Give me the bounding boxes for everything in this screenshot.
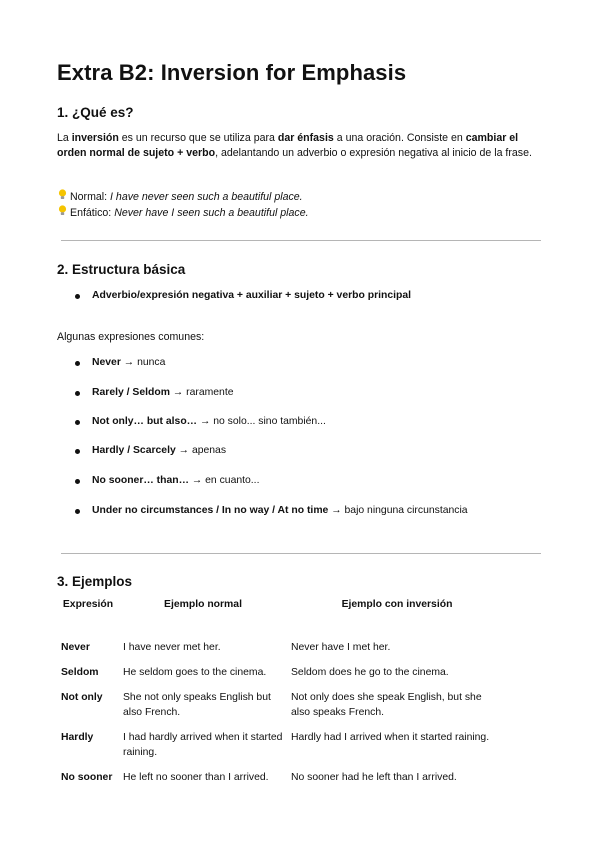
expression-term: Hardly / Scarcely bbox=[92, 445, 176, 456]
table-row bbox=[57, 630, 507, 655]
expression-term: Rarely / Seldom bbox=[92, 387, 170, 398]
expression-cell: Hardly bbox=[61, 732, 94, 743]
arrow-icon: → bbox=[331, 505, 342, 516]
bullet-dot bbox=[75, 509, 80, 514]
bullet-dot bbox=[75, 294, 80, 299]
section-heading-que-es: 1. ¿Qué es? bbox=[57, 105, 134, 120]
normal-cell: I have never met her. bbox=[123, 642, 221, 653]
structure-formula: Adverbio/expresión negativa + auxiliar + sujeto + verbo principal bbox=[92, 290, 412, 301]
table-row bbox=[57, 720, 507, 760]
normal-cell: He left no sooner than I arrived. bbox=[123, 772, 269, 783]
bullet-dot bbox=[75, 479, 80, 484]
bold-run: dar énfasis bbox=[277, 132, 334, 144]
expression-cell: Never bbox=[61, 642, 90, 653]
definition-paragraph bbox=[57, 131, 541, 161]
table-row bbox=[57, 655, 507, 680]
expression-meaning: nunca bbox=[137, 357, 166, 368]
table-row bbox=[57, 760, 507, 785]
arrow-icon: → bbox=[178, 445, 190, 456]
inverted-cell: No sooner had he left than I arrived. bbox=[291, 772, 457, 783]
emphatic-example-line bbox=[57, 205, 309, 219]
expression-meaning: no solo... sino también... bbox=[213, 416, 326, 427]
column-header: Expresión bbox=[62, 599, 114, 610]
expression-term: No sooner… than… bbox=[92, 475, 189, 486]
bullet-dot bbox=[75, 361, 80, 366]
normal-example-line bbox=[57, 189, 303, 203]
normal-example: I have never seen such a beautiful place. bbox=[110, 191, 303, 203]
expression-meaning: bajo ninguna circunstancia bbox=[344, 505, 468, 516]
expression-cell: Not only bbox=[61, 692, 103, 703]
text-run: , adelantando un adverbio o expresión negativa al inicio de la frase. bbox=[215, 147, 532, 159]
inverted-cell: Seldom does he go to the cinema. bbox=[291, 667, 449, 678]
table-row bbox=[57, 680, 507, 720]
arrow-icon: → bbox=[199, 416, 211, 427]
normal-cell: She not only speaks English but also French. bbox=[123, 692, 271, 718]
bullet-dot bbox=[75, 420, 80, 425]
inverted-cell: Hardly had I arrived when it started raining. bbox=[291, 732, 490, 743]
section-heading-estructura: 2. Estructura básica bbox=[57, 262, 186, 277]
normal-cell: I had hardly arrived when it started raining. bbox=[123, 732, 283, 758]
expression-cell: Seldom bbox=[61, 667, 99, 678]
lightbulb-icon bbox=[57, 189, 67, 203]
table-header-row bbox=[57, 597, 507, 630]
expression-cell: No sooner bbox=[61, 772, 113, 783]
divider bbox=[61, 240, 541, 241]
text-run: a una oración. Consiste en bbox=[333, 132, 466, 144]
expression-meaning: apenas bbox=[191, 445, 227, 456]
expression-term: Under no circumstances / In no way / At no time bbox=[92, 505, 329, 516]
page-title: Extra B2: Inversion for Emphasis bbox=[57, 60, 407, 85]
divider bbox=[61, 553, 541, 554]
section-heading-ejemplos: 3. Ejemplos bbox=[57, 574, 133, 589]
bullet-dot bbox=[75, 391, 80, 396]
expression-meaning: raramente bbox=[186, 387, 234, 398]
bold-run: cambiar el orden normal de sujeto + verbo bbox=[57, 132, 519, 159]
emphatic-label: Enfático: bbox=[70, 207, 112, 219]
expressions-intro: Algunas expresiones comunes: bbox=[57, 331, 205, 343]
arrow-icon: → bbox=[191, 475, 203, 486]
inverted-cell: Not only does she speak English, but she also speaks French. bbox=[291, 692, 482, 718]
arrow-icon: → bbox=[123, 357, 135, 368]
expression-term: Never bbox=[92, 357, 121, 368]
normal-label: Normal: bbox=[70, 191, 108, 203]
normal-cell: He seldom goes to the cinema. bbox=[123, 667, 267, 678]
inverted-cell: Never have I met her. bbox=[291, 642, 391, 653]
arrow-icon: → bbox=[172, 387, 184, 398]
column-header: Ejemplo normal bbox=[164, 599, 242, 610]
emphatic-example: Never have I seen such a beautiful place. bbox=[114, 207, 309, 219]
text-run: La bbox=[57, 132, 72, 144]
expression-meaning: en cuanto... bbox=[205, 475, 260, 486]
lightbulb-icon bbox=[57, 205, 67, 219]
bullet-dot bbox=[75, 449, 80, 454]
examples-table bbox=[57, 597, 507, 785]
expression-term: Not only… but also… bbox=[92, 416, 198, 427]
bold-run: inversión bbox=[71, 132, 119, 144]
column-header: Ejemplo con inversión bbox=[341, 599, 453, 610]
text-run: es un recurso que se utiliza para bbox=[118, 132, 278, 144]
